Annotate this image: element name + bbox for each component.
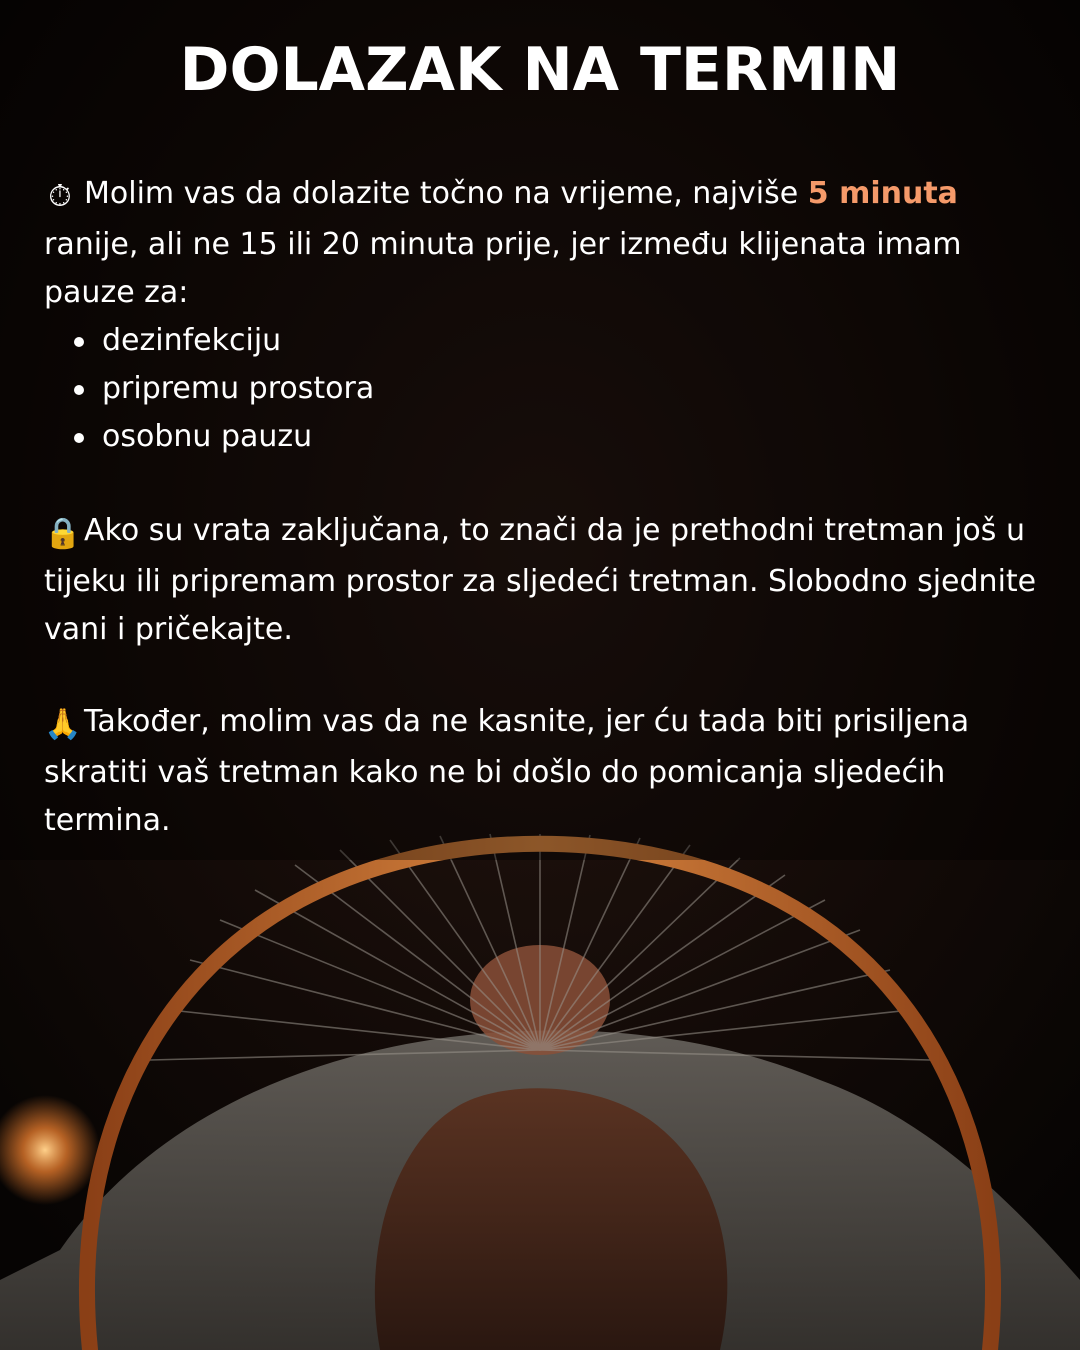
locked-door-section — [44, 507, 1044, 654]
locked-door-text: Ako su vrata zaključana, to znači da je prethodni tretman još u tijeku ili pripremam prostor za sljedeći tretman. Slobodno sjednite vani i pričekajte. — [44, 513, 1037, 647]
arrival-text-before: Molim vas da dolazite točno na vrijeme, najviše — [84, 176, 808, 211]
break-reasons-list — [44, 317, 1044, 461]
arrival-text-after: ranije, ali ne 15 ili 20 minuta prije, jer između klijenata imam pauze za: — [44, 227, 962, 310]
lateness-section — [44, 698, 1044, 845]
arrival-time-section — [44, 170, 1044, 461]
arrival-time-paragraph — [44, 170, 1044, 317]
list-item: dezinfekciju — [74, 317, 1044, 365]
list-item: osobnu pauzu — [74, 413, 1044, 461]
arrival-highlight: 5 minuta — [807, 176, 958, 211]
list-item: pripremu prostora — [74, 365, 1044, 413]
lock-icon: 🔒 — [44, 516, 82, 551]
praying-hands-icon: 🙏 — [44, 707, 82, 742]
page-title: DOLAZAK NA TERMIN — [179, 35, 901, 105]
lateness-text: Također, molim vas da ne kasnite, jer ću tada biti prisiljena skratiti vaš tretman kako ne bi došlo do pomicanja sljedećih termina. — [44, 704, 970, 838]
stopwatch-icon: ⏱ — [48, 179, 72, 214]
